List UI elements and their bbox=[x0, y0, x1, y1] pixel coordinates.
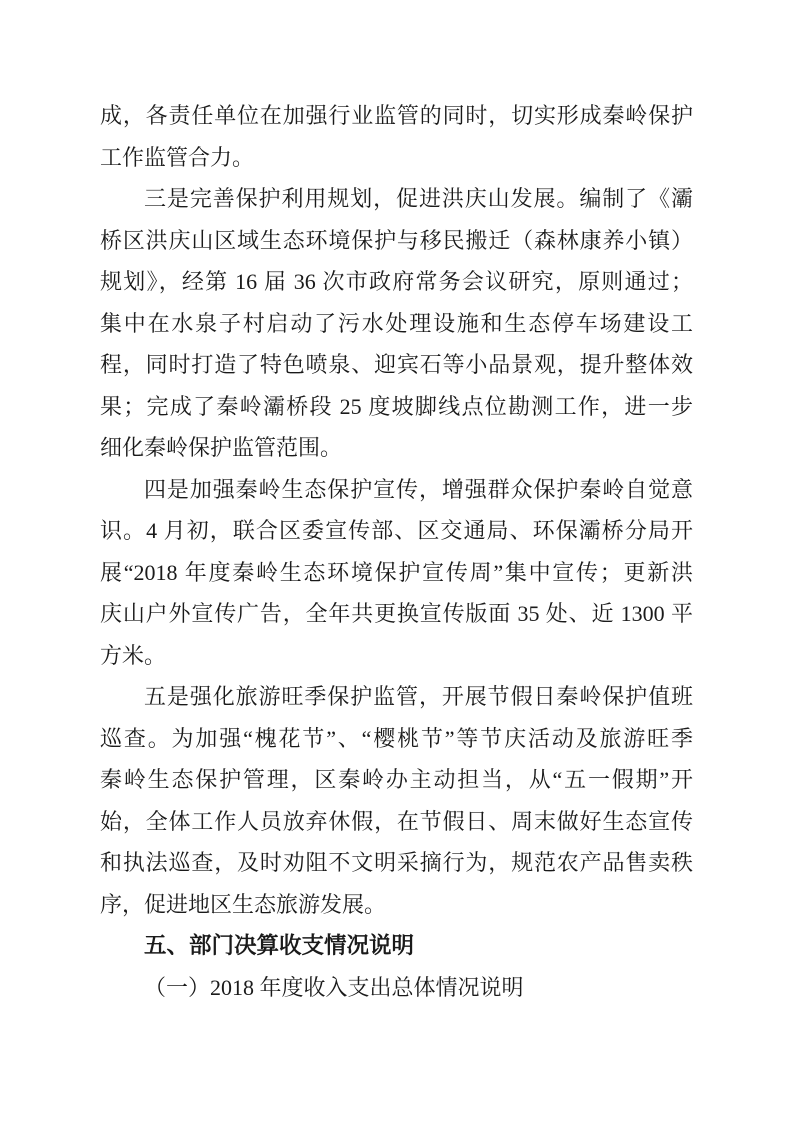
subsection-heading-text: （一）2018 年度收入支出总体情况说明 bbox=[144, 974, 524, 1000]
text-line: 序，促进地区生态旅游发展。 bbox=[100, 891, 387, 917]
section-heading bbox=[100, 925, 693, 967]
text-line: 工作监管合力。 bbox=[100, 144, 255, 170]
text-line: 果；完成了秦岭灞桥段 25 度坡脚线点位勘测工作，进一步 bbox=[100, 393, 693, 419]
text-line: 庆山户外宣传广告，全年共更换宣传版面 35 处、近 1300 平 bbox=[100, 601, 693, 626]
document-body bbox=[100, 95, 693, 1008]
subsection-heading bbox=[100, 967, 693, 1009]
paragraph bbox=[100, 178, 693, 469]
section-heading-text: 五、部门决算收支情况说明 bbox=[144, 933, 415, 958]
paragraph bbox=[100, 469, 693, 677]
text-line: 三是完善保护利用规划，促进洪庆山发展。编制了《灞 bbox=[144, 186, 693, 211]
text-line: 规划》，经第 16 届 36 次市政府常务会议研究，原则通过； bbox=[100, 269, 693, 294]
paragraph bbox=[100, 95, 693, 178]
text-line: 四是加强秦岭生态保护宣传，增强群众保护秦岭自觉意 bbox=[144, 476, 693, 502]
text-line: 方米。 bbox=[100, 642, 167, 668]
text-line: 五是强化旅游旺季保护监管，开展节假日秦岭保护值班 bbox=[144, 684, 693, 709]
text-line: 集中在水泉子村启动了污水处理设施和生态停车场建设工 bbox=[100, 310, 693, 336]
text-line: 始，全体工作人员放弃休假，在节假日、周末做好生态宣传 bbox=[100, 808, 693, 834]
text-line: 细化秦岭保护监管范围。 bbox=[100, 435, 343, 460]
text-line: 程，同时打造了特色喷泉、迎宾石等小品景观，提升整体效 bbox=[100, 352, 693, 377]
paragraph bbox=[100, 676, 693, 925]
text-line: 巡查。为加强“槐花节”、“樱桃节”等节庆活动及旅游旺季 bbox=[100, 725, 693, 751]
text-line: 识。4 月初，联合区委宣传部、区交通局、环保灞桥分局开 bbox=[100, 518, 693, 543]
text-line: 成，各责任单位在加强行业监管的同时，切实形成秦岭保护 bbox=[100, 103, 693, 128]
text-line: 桥区洪庆山区域生态环境保护与移民搬迁（森林康养小镇） bbox=[100, 227, 693, 253]
text-line: 展“2018 年度秦岭生态环境保护宣传周”集中宣传；更新洪 bbox=[100, 559, 693, 585]
text-line: 和执法巡查，及时劝阻不文明采摘行为，规范农产品售卖秩 bbox=[100, 850, 693, 875]
text-line: 秦岭生态保护管理，区秦岭办主动担当，从“五一假期”开 bbox=[100, 767, 693, 792]
